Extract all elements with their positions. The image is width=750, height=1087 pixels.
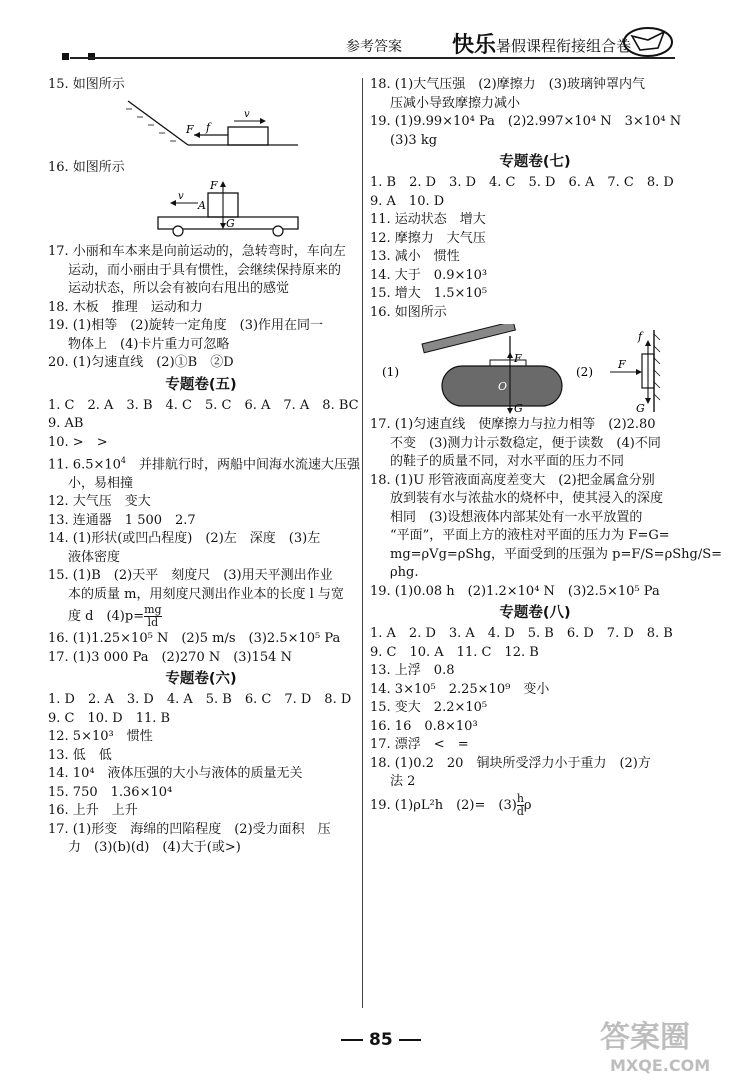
fig16-label-A: A bbox=[198, 199, 206, 212]
fig7-label-G1: G bbox=[514, 402, 523, 414]
s5-answer-9: 9. AB bbox=[48, 416, 84, 431]
fig7-label-2: (2) bbox=[576, 365, 593, 379]
fig15-label-F: F bbox=[186, 122, 194, 136]
header-rule bbox=[70, 57, 675, 59]
figure-tank-and-wall bbox=[370, 324, 690, 414]
s6-answer-9-11: 9. C 10. D 11. B bbox=[48, 710, 171, 726]
watermark bbox=[600, 1012, 710, 1075]
s6-answer-12: 12. 5×10³ 惯性 bbox=[48, 729, 153, 745]
s7-answer-18-line3: 相同 (3)设想液体内部某处有一水平放置的 bbox=[390, 509, 643, 525]
fig7-label-F1: F bbox=[514, 352, 522, 365]
s5-answer-11-value: 11. 6.5×10 bbox=[48, 457, 121, 473]
fig7-label-O: O bbox=[498, 380, 508, 393]
s6-answer-17-line2: 力 (3)(b)(d) (4)大于(或>) bbox=[68, 840, 241, 856]
fig16-label-G: G bbox=[226, 217, 235, 230]
s7-answer-19: 19. (1)0.08 h (2)1.2×10⁴ N (3)2.5×10⁵ Pa bbox=[370, 583, 660, 599]
page-number-dash-left bbox=[341, 1039, 363, 1041]
s7-answer-17-line3: 的鞋子的质量不同，对水平面的压力不同 bbox=[390, 454, 625, 469]
answer-q19-line2: 物体上 (4)卡片重力可忽略 bbox=[68, 336, 230, 352]
header-logo: 快乐 bbox=[452, 33, 497, 58]
answer-q17-line3: 运动状态，所以会有被向右甩出的感觉 bbox=[68, 281, 290, 296]
answer-q15: 15. 如图所示 bbox=[48, 77, 125, 92]
s7-answer-18-line5: mg=ρVg=ρShg，平面受到的压强为 p=F/S=ρShg/S= bbox=[390, 546, 722, 562]
answer-r18-line2: 压减小导致摩擦力减小 bbox=[390, 95, 521, 111]
s6-answer-14: 14. 10⁴ 液体压强的大小与液体的质量无关 bbox=[48, 766, 303, 782]
s5-answer-11-text: 并排航行时，两船中间海水流速大压强 bbox=[126, 457, 361, 473]
fraction-denominator: d bbox=[516, 804, 524, 818]
answer-r18-line1: 18. (1)大气压强 (2)摩擦力 (3)玻璃钟罩内气 bbox=[370, 77, 646, 92]
s8-answer-18-line2: 法 2 bbox=[390, 774, 416, 789]
s7-answer-17-line1: 17. (1)匀速直线 使摩擦力与拉力相等 (2)2.80 bbox=[370, 417, 656, 432]
fig7-label-F2: F bbox=[618, 358, 626, 371]
fig16-label-F: F bbox=[210, 179, 218, 192]
fraction-denominator: ld bbox=[147, 616, 159, 630]
section-title-5: 专题卷(五) bbox=[165, 376, 237, 393]
page-number-dash-right bbox=[399, 1039, 421, 1041]
s6-answer-17-line1: 17. (1)形变 海绵的凹陷程度 (2)受力面积 压 bbox=[48, 821, 331, 837]
s5-answer-17: 17. (1)3 000 Pa (2)270 N (3)154 N bbox=[48, 649, 292, 665]
s7-answer-12: 12. 摩擦力 大气压 bbox=[370, 230, 486, 246]
answer-q17-line1: 17. 小丽和车本来是向前运动的，急转弯时，车向左 bbox=[48, 244, 346, 259]
s5-answer-11-line2: 小，易相撞 bbox=[68, 475, 134, 491]
answer-q17-line2: 运动，而小丽由于具有惯性，会继续保持原来的 bbox=[68, 262, 342, 278]
s5-answer-14-line1: 14. (1)形状(或凹凸程度) (2)左 深度 (3)左 bbox=[48, 531, 321, 547]
section-title-8: 专题卷(八) bbox=[499, 605, 571, 621]
section-title-7: 专题卷(七) bbox=[499, 154, 571, 170]
header-square-1 bbox=[62, 53, 69, 60]
watermark-text: 答案圈 bbox=[600, 1020, 690, 1055]
s8-answer-17: 17. 漂浮 < = bbox=[370, 737, 469, 752]
s8-answer-9-12: 9. C 10. A 11. C 12. B bbox=[370, 644, 539, 660]
s5-answer-15-line1: 15. (1)B (2)天平 刻度尺 (3)用天平测出作业 bbox=[48, 568, 333, 584]
column-divider bbox=[362, 78, 363, 1008]
s8-answer-19-text: 19. (1)ρL²h (2)= (3) bbox=[370, 797, 517, 813]
s6-answer-15: 15. 750 1.36×10⁴ bbox=[48, 784, 173, 800]
s8-answer-19-fraction bbox=[517, 793, 524, 818]
s7-answer-11: 11. 运动状态 增大 bbox=[370, 212, 486, 227]
figure-incline-block bbox=[48, 97, 348, 157]
s7-answer-18-line4: “平面”，平面上方的液柱对平面的压力为 F=G= bbox=[390, 528, 670, 543]
fig15-label-f: f bbox=[206, 120, 211, 134]
s5-answer-15-line2: 本的质量 m，用刻度尺测出作业本的长度 l 与宽 bbox=[68, 586, 344, 602]
s5-answer-13: 13. 连通器 1 500 2.7 bbox=[48, 512, 196, 528]
s8-answer-13: 13. 上浮 0.8 bbox=[370, 663, 455, 678]
s5-answer-14-line2: 液体密度 bbox=[68, 549, 121, 565]
s6-answer-13: 13. 低 低 bbox=[48, 747, 112, 763]
answer-q19-line1: 19. (1)相等 (2)旋转一定角度 (3)作用在同一 bbox=[48, 318, 324, 333]
header-series-title: 暑假课程衔接组合卷 bbox=[496, 37, 632, 55]
s8-answer-1-8: 1. A 2. D 3. A 4. D 5. B 6. D 7. D 8. B bbox=[370, 626, 673, 641]
s5-answer-15-fraction bbox=[144, 604, 161, 629]
s5-answer-11-line1 bbox=[48, 452, 361, 475]
s7-answer-14: 14. 大于 0.9×10³ bbox=[370, 267, 488, 283]
s7-answer-16: 16. 如图所示 bbox=[370, 304, 447, 320]
watermark-url: MXQE.COM bbox=[610, 1056, 711, 1075]
s5-answer-15-text: 度 d (4)p= bbox=[68, 609, 145, 625]
s5-answer-15-line3 bbox=[48, 604, 354, 630]
s7-answer-18-line1: 18. (1)U 形管液面高度差变大 (2)把金属盒分别 bbox=[370, 472, 655, 488]
s8-answer-19 bbox=[370, 792, 700, 820]
page-number bbox=[335, 1030, 427, 1050]
s5-answer-11-exponent: 4 bbox=[120, 456, 127, 465]
s6-answer-1-8: 1. D 2. A 3. D 4. A 5. B 6. C 7. D 8. D bbox=[48, 692, 352, 708]
s7-answer-9-10: 9. A 10. D bbox=[370, 193, 445, 209]
s7-answer-15: 15. 增大 1.5×10⁵ bbox=[370, 286, 488, 301]
s8-answer-15: 15. 变大 2.2×10⁵ bbox=[370, 700, 488, 715]
fig15-label-v: v bbox=[244, 108, 250, 120]
s5-answer-1-8: 1. C 2. A 3. B 4. C 5. C 6. A 7. A 8. BC bbox=[48, 397, 359, 413]
answer-q16: 16. 如图所示 bbox=[48, 159, 125, 175]
section-title-6: 专题卷(六) bbox=[165, 671, 237, 688]
s8-answer-19-rho: ρ bbox=[523, 797, 532, 813]
header-ref-label: 参考答案 bbox=[346, 39, 402, 55]
fig7-label-1: (1) bbox=[382, 365, 399, 379]
book-emblem-icon bbox=[622, 26, 674, 58]
right-column bbox=[370, 76, 722, 820]
figure-car-block bbox=[48, 179, 348, 241]
page-number-value: 85 bbox=[369, 1030, 393, 1050]
s5-answer-10: 10. > > bbox=[48, 434, 108, 450]
left-column bbox=[48, 76, 361, 858]
s8-answer-18-line1: 18. (1)0.2 20 铜块所受浮力小于重力 (2)方 bbox=[370, 755, 651, 771]
s6-answer-16: 16. 上升 上升 bbox=[48, 803, 138, 819]
answer-q18: 18. 木板 推理 运动和力 bbox=[48, 299, 203, 315]
s5-answer-12: 12. 大气压 变大 bbox=[48, 494, 151, 510]
s8-answer-14: 14. 3×10⁵ 2.25×10⁹ 变小 bbox=[370, 681, 550, 697]
s7-answer-18-line2: 放到装有水与浓盐水的烧杯中，使其浸入的深度 bbox=[390, 491, 664, 506]
s7-answer-17-line2: 不变 (3)测力计示数稳定，便于读数 (4)不同 bbox=[390, 435, 661, 451]
fig7-label-f: f bbox=[638, 330, 643, 343]
s7-answer-18-line6: ρhg. bbox=[390, 565, 419, 580]
s7-answer-13: 13. 减小 惯性 bbox=[370, 249, 460, 264]
answer-r19-line2: (3)3 kg bbox=[390, 132, 438, 148]
s5-answer-16: 16. (1)1.25×10⁵ N (2)5 m/s (3)2.5×10⁵ Pa bbox=[48, 631, 341, 647]
answer-r19-line1: 19. (1)9.99×10⁴ Pa (2)2.997×10⁴ N 3×10⁴ N bbox=[370, 114, 682, 129]
fraction-numerator: mg bbox=[144, 603, 162, 617]
s7-answer-1-8: 1. B 2. D 3. D 4. C 5. D 6. A 7. C 8. D bbox=[370, 175, 674, 190]
s8-answer-16: 16. 16 0.8×10³ bbox=[370, 718, 478, 734]
fig16-label-v: v bbox=[178, 191, 184, 202]
answer-q20: 20. (1)匀速直线 (2)①B ②D bbox=[48, 355, 234, 370]
fig7-label-G2: G bbox=[636, 402, 645, 414]
fraction-numerator: h bbox=[516, 791, 524, 805]
